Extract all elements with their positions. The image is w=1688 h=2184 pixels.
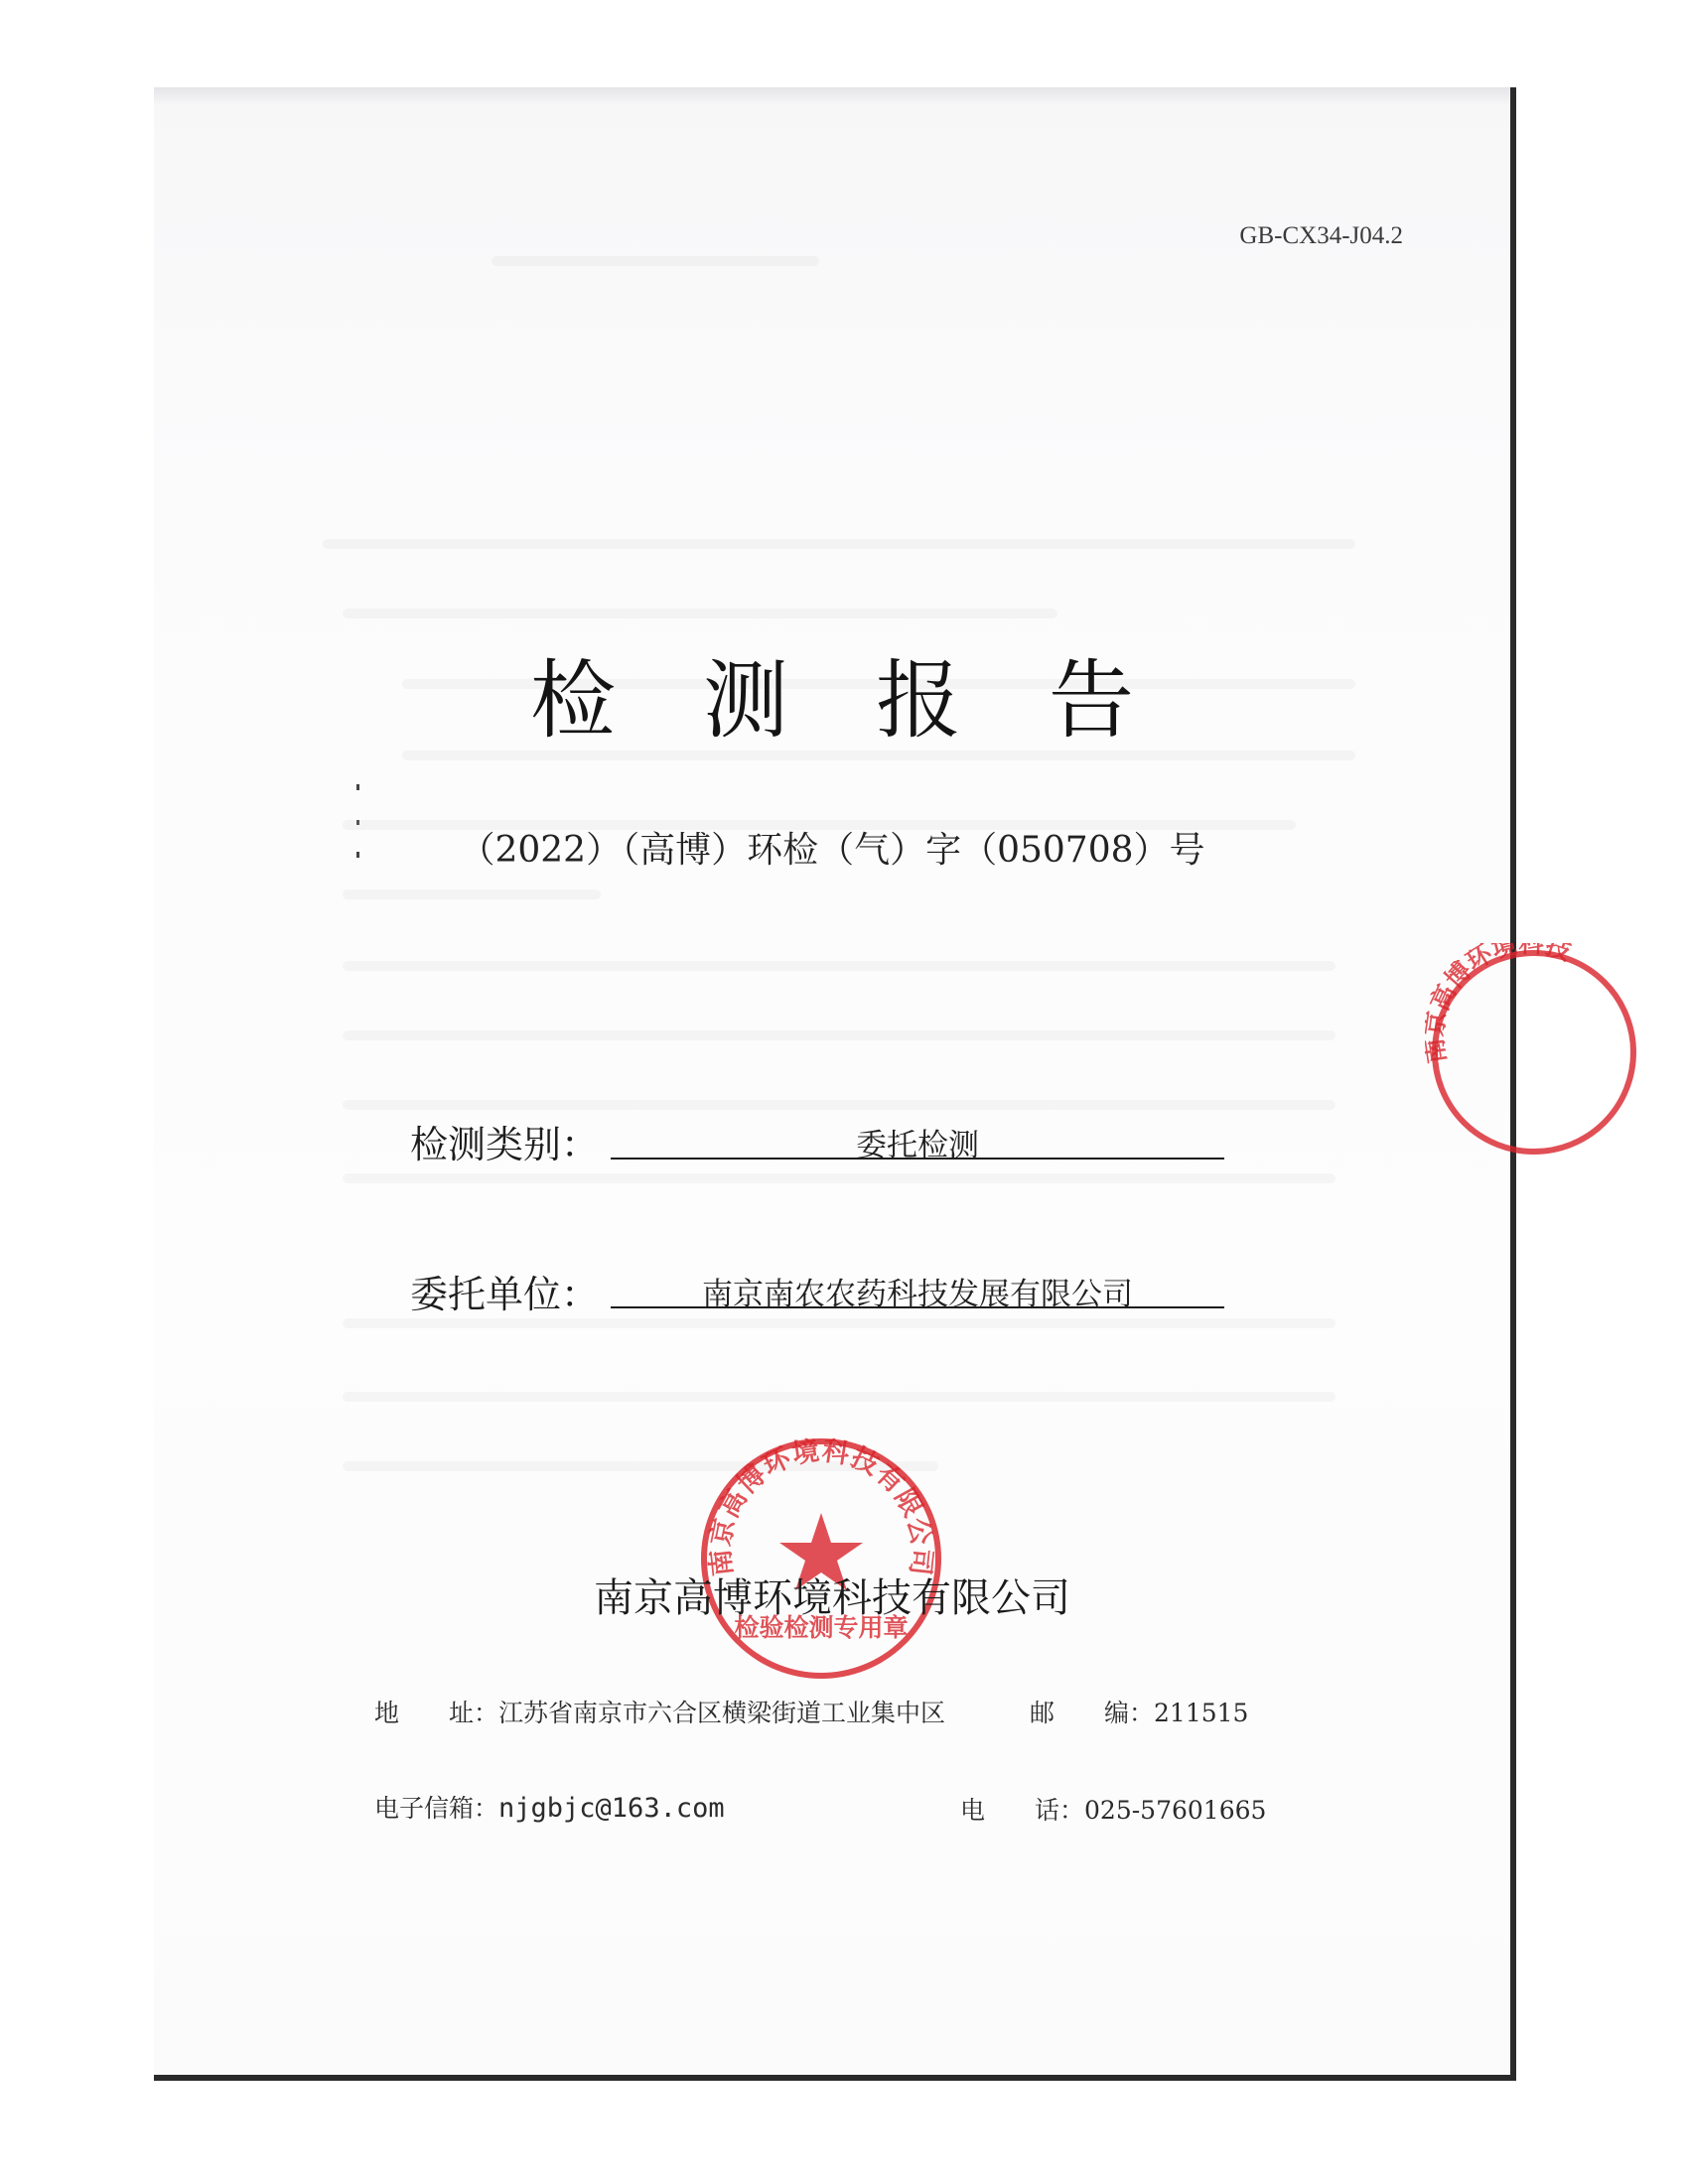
email-line bbox=[374, 1789, 725, 1825]
report-number: （2022）（高博）环检（气）字（050708）号 bbox=[459, 830, 1205, 871]
title-char: 测 bbox=[703, 651, 788, 751]
title-char: 报 bbox=[876, 651, 961, 751]
phone-line bbox=[960, 1791, 1266, 1827]
title-char: 告 bbox=[1049, 651, 1134, 751]
scan-shadow bbox=[154, 87, 1510, 105]
title-char: 检 bbox=[530, 651, 616, 751]
document-page bbox=[154, 87, 1575, 2081]
address-label: 地 址： bbox=[374, 1699, 499, 1727]
document-code: GB-CX34-J04.2 bbox=[1239, 222, 1403, 249]
edge-seal bbox=[1425, 943, 1643, 1161]
svg-text:南京高博环境科技 bbox=[1425, 943, 1575, 1065]
email-label: 电子信箱： bbox=[374, 1794, 499, 1823]
phone-label: 电 话： bbox=[960, 1796, 1085, 1825]
issuer-name: 南京高博环境科技有限公司 bbox=[594, 1575, 1070, 1621]
report-title bbox=[154, 631, 1510, 754]
postcode-label: 邮 编： bbox=[1030, 1699, 1155, 1727]
seal-bottom-text: 检验检测专用章 bbox=[734, 1613, 909, 1642]
client-value: 南京南农农药科技发展有限公司 bbox=[702, 1277, 1133, 1312]
inspection-seal bbox=[698, 1435, 944, 1682]
phone-value: 025-57601665 bbox=[1084, 1796, 1267, 1825]
postcode-value: 211515 bbox=[1154, 1699, 1249, 1727]
test-category-label: 检测类别： bbox=[410, 1123, 600, 1166]
test-category-value: 委托检测 bbox=[856, 1128, 979, 1163]
address-value: 江苏省南京市六合区横梁街道工业集中区 bbox=[498, 1699, 946, 1727]
address-line bbox=[374, 1694, 945, 1729]
client-label: 委托单位： bbox=[410, 1273, 600, 1316]
edge-seal-text: 高博环境科技 bbox=[1425, 943, 1575, 1016]
postcode-line bbox=[1030, 1694, 1248, 1729]
email-value: njgbjc@163.com bbox=[498, 1793, 725, 1824]
seal-ring-text: 南京高博环境科技有限公司 bbox=[705, 1435, 937, 1578]
